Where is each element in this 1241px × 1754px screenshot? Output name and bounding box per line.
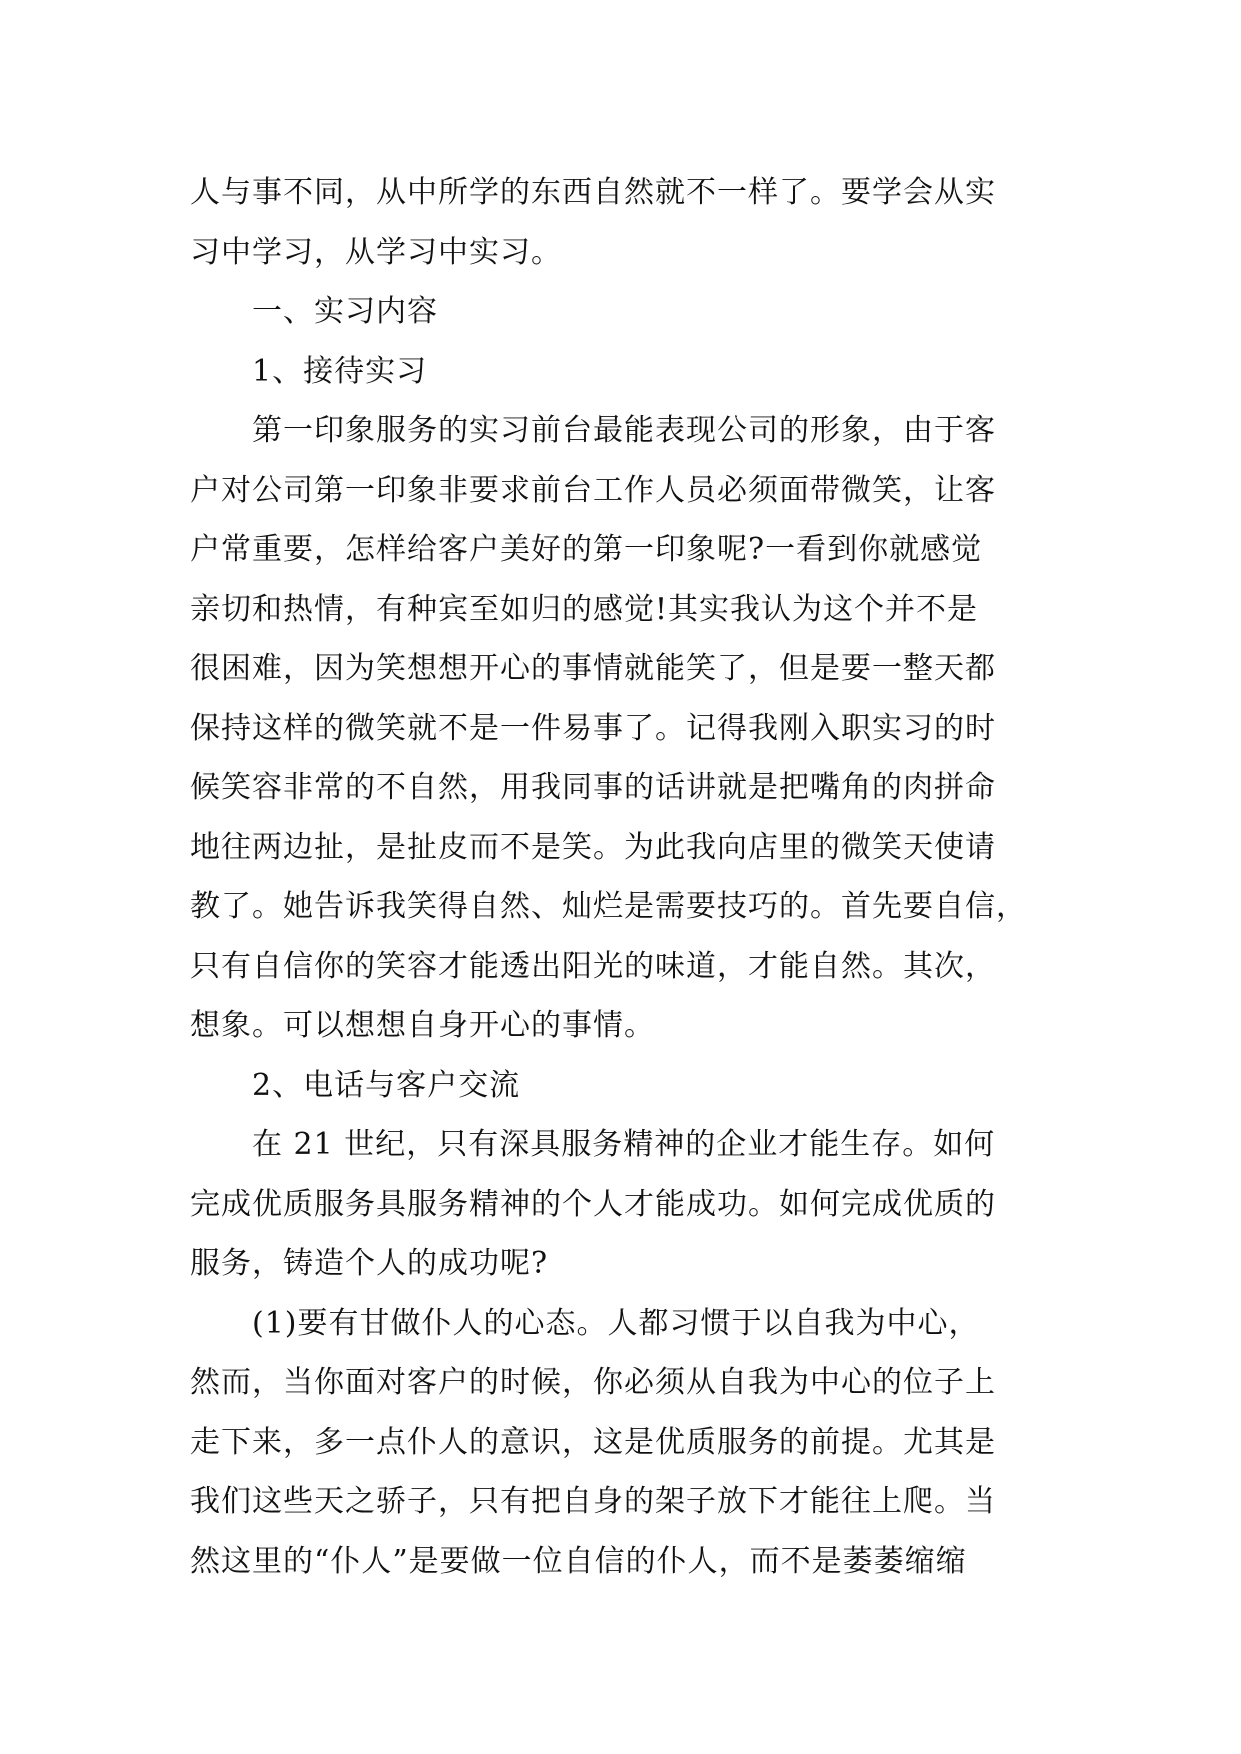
text-line: 教了。她告诉我笑得自然、灿烂是需要技巧的。首先要自信， [190, 889, 1027, 924]
text-line: 完成优质服务具服务精神的个人才能成功。如何完成优质的 [190, 1186, 996, 1222]
text-line: 亲切和热情，有种宾至如归的感觉!其实我认为这个并不是 [190, 591, 979, 627]
text-line: 然这里的“仆人”是要做一位自信的仆人，而不是萎萎缩缩 [190, 1543, 967, 1579]
text-line: (1)要有甘做仆人的心态。人都习惯于以自我为中心， [252, 1305, 980, 1341]
text-line: 然而，当你面对客户的时候，你必须从自我为中心的位子上 [190, 1365, 996, 1400]
text-line: 服务，铸造个人的成功呢? [190, 1246, 549, 1281]
text-line: 户对公司第一印象非要求前台工作人员必须面带微笑，让客 [190, 472, 996, 508]
text-line: 第一印象服务的实习前台最能表现公司的形象，由于客 [252, 413, 996, 448]
text-line: 保持这样的微笑就不是一件易事了。记得我刚入职实习的时 [190, 710, 996, 746]
text-line: 候笑容非常的不自然，用我同事的话讲就是把嘴角的肉拼命 [190, 770, 996, 805]
text-line: 想象。可以想想自身开心的事情。 [190, 1008, 655, 1043]
text-line: 走下来，多一点仆人的意识，这是优质服务的前提。尤其是 [190, 1424, 996, 1460]
text-line: 一、实习内容 [252, 294, 438, 329]
text-line: 习中学习，从学习中实习。 [190, 234, 562, 270]
body-text [190, 163, 1050, 1591]
text-line: 地往两边扯，是扯皮而不是笑。为此我向店里的微笑天使请 [190, 829, 996, 865]
text-line: 2、电话与客户交流 [252, 1067, 521, 1103]
text-line: 户常重要，怎样给客户美好的第一印象呢?一看到你就感觉 [190, 532, 983, 567]
text-line: 我们这些天之骄子，只有把自身的架子放下才能往上爬。当 [190, 1484, 996, 1519]
text-line: 只有自信你的笑容才能透出阳光的味道，才能自然。其次， [190, 948, 996, 984]
text-line: 人与事不同，从中所学的东西自然就不一样了。要学会从实 [190, 175, 996, 210]
text-line: 在 21 世纪，只有深具服务精神的企业才能生存。如何 [252, 1127, 996, 1162]
text-line: 很困难，因为笑想想开心的事情就能笑了，但是要一整天都 [190, 651, 996, 686]
text-line: 1、接待实习 [252, 353, 428, 389]
